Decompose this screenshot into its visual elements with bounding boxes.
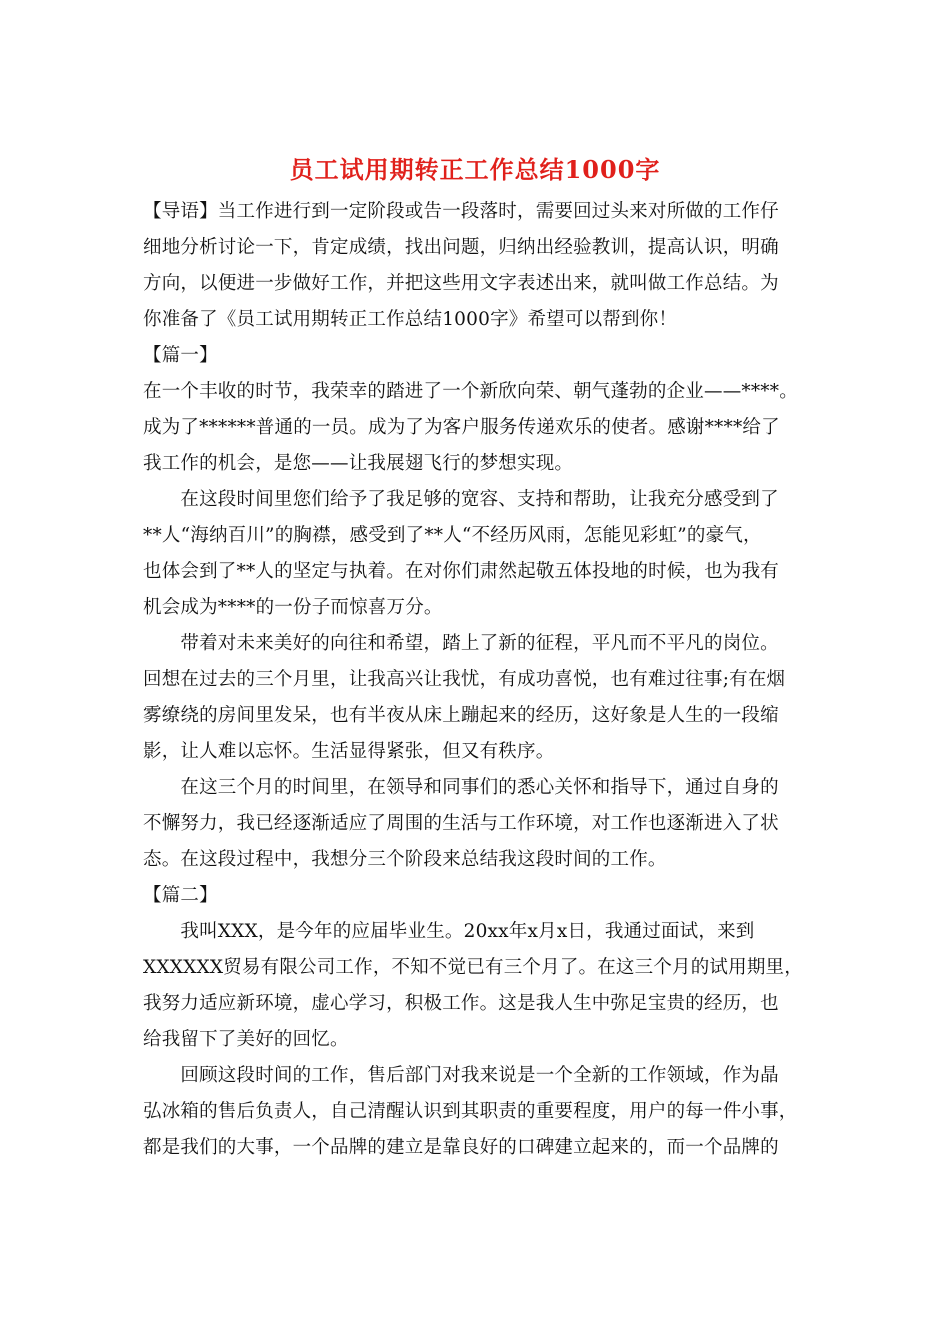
text-line: 【导语】当工作进行到一定阶段或告一段落时，需要回过头来对所做的工作仔	[143, 201, 779, 222]
text-line: 细地分析讨论一下，肯定成绩，找出问题，归纳出经验教训，提高认识，明确	[143, 237, 779, 258]
text-line: 你准备了《员工试用期转正工作总结1000字》希望可以帮到你！	[143, 309, 678, 330]
text-line: 也体会到了**人的坚定与执着。在对你们肃然起敬五体投地的时候，也为我有	[143, 561, 780, 582]
text-line: 弘冰箱的售后负责人，自己清醒认识到其职责的重要程度，用户的每一件小事，	[143, 1101, 798, 1122]
section-heading: 【篇一】	[143, 345, 218, 366]
text-line: **人“海纳百川”的胸襟，感受到了**人“不经历风雨，怎能见彩虹”的豪气，	[143, 525, 762, 546]
text-line: 回想在过去的三个月里，让我高兴让我忧，有成功喜悦，也有难过往事;有在烟	[143, 669, 786, 690]
text-line: 方向，以便进一步做好工作，并把这些用文字表述出来，就叫做工作总结。为	[143, 273, 779, 294]
text-line: 在一个丰收的时节，我荣幸的踏进了一个新欣向荣、朝气蓬勃的企业——****。	[143, 381, 798, 402]
text-line: 都是我们的大事，一个品牌的建立是靠良好的口碑建立起来的，而一个品牌的	[143, 1137, 779, 1158]
text-line: 带着对未来美好的向往和希望，踏上了新的征程，平凡而不平凡的岗位。	[143, 633, 779, 654]
text-line: 雾缭绕的房间里发呆，也有半夜从床上蹦起来的经历，这好象是人生的一段缩	[143, 705, 779, 726]
text-line: 不懈努力，我已经逐渐适应了周围的生活与工作环境，对工作也逐渐进入了状	[143, 813, 779, 834]
text-line: 我努力适应新环境，虚心学习，积极工作。这是我人生中弥足宝贵的经历，也	[143, 993, 779, 1014]
text-line: 态。在这段过程中，我想分三个阶段来总结我这段时间的工作。	[143, 849, 667, 870]
text-line: 我工作的机会，是您——让我展翅飞行的梦想实现。	[143, 453, 574, 474]
text-line: 我叫XXX，是今年的应届毕业生。20xx年x月x日，我通过面试，来到	[143, 921, 755, 942]
text-line: 回顾这段时间的工作，售后部门对我来说是一个全新的工作领域，作为晶	[143, 1065, 779, 1086]
text-line: 影，让人难以忘怀。生活显得紧张，但又有秩序。	[143, 741, 555, 762]
text-line: 在这三个月的时间里，在领导和同事们的悉心关怀和指导下，通过自身的	[143, 777, 779, 798]
text-line: 成为了******普通的一员。成为了为客户服务传递欢乐的使者。感谢****给了	[143, 417, 780, 438]
text-line: 机会成为****的一份子而惊喜万分。	[143, 597, 443, 618]
text-line: XXXXXX贸易有限公司工作，不知不觉已有三个月了。在这三个月的试用期里，	[143, 957, 803, 978]
text-line: 给我留下了美好的回忆。	[143, 1029, 349, 1050]
section-heading: 【篇二】	[143, 885, 218, 906]
text-line: 在这段时间里您们给予了我足够的宽容、支持和帮助，让我充分感受到了	[143, 489, 779, 510]
document-title: 员工试用期转正工作总结1000字	[289, 155, 661, 184]
